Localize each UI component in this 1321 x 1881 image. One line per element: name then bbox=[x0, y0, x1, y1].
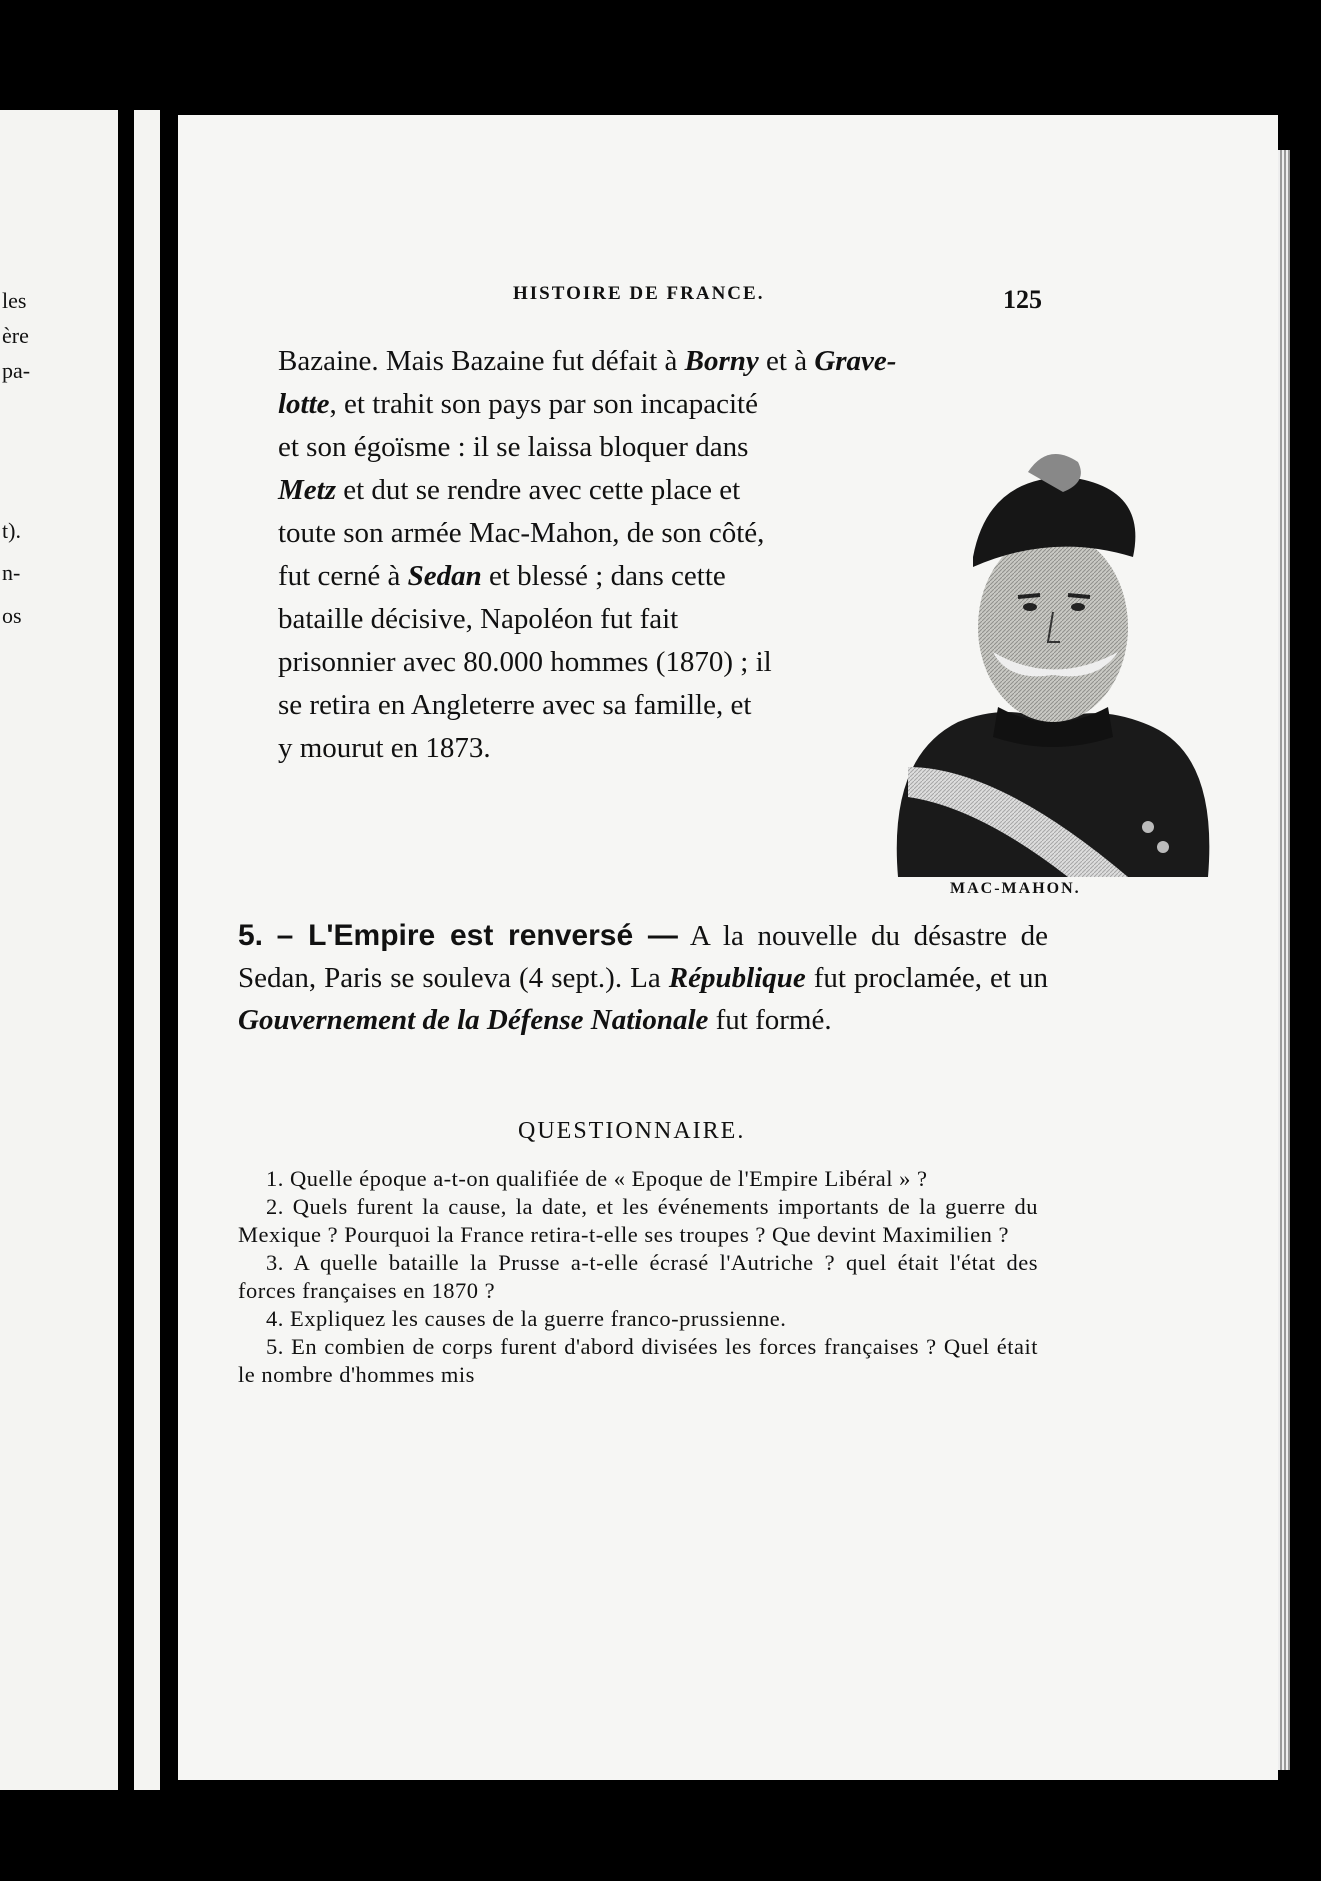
questionnaire-title: QUESTIONNAIRE. bbox=[518, 1118, 746, 1144]
question-item: 4. Expliquez les causes de la guerre franco-prussienne. bbox=[266, 1306, 787, 1331]
text-run: et à bbox=[758, 345, 815, 377]
portrait-caption: MAC-MAHON. bbox=[950, 880, 1081, 897]
place-sedan: Sedan bbox=[407, 560, 482, 592]
place-gravelotte: Grave- bbox=[814, 345, 897, 377]
question-item: 5. En combien de corps furent d'abord divisées les forces françaises ? Quel était le nombre d'hommes mis bbox=[238, 1334, 1038, 1387]
place-gravelotte-end: lotte bbox=[278, 388, 330, 420]
question-item: 3. A quelle bataille la Prusse a-t-elle écrasé l'Autriche ? quel était l'état des forces françaises en 1870 ? bbox=[238, 1250, 1038, 1303]
question-item: 2. Quels furent la cause, la date, et les événements importants de la guerre du Mexique ? Pourquoi la France retira-t-elle ses troupes ? Que devint Maximilien ? bbox=[238, 1194, 1038, 1247]
facing-page-fragment: pa- bbox=[2, 358, 31, 383]
place-borny: Borny bbox=[684, 345, 759, 377]
portrait-engraving bbox=[878, 437, 1228, 877]
section-title: – L'Empire est renversé — bbox=[276, 919, 678, 952]
text-run: et blessé ; dans cette bataille décisive, Napoléon fut fait prisonnier avec 80.000 hommes (1870) ; il se retira en Angleterre avec sa famille, et y mourut en 1873. bbox=[278, 560, 772, 764]
facing-page-fragment: ère bbox=[2, 323, 29, 348]
text-run: A la nouvelle du désastre de Sedan, Paris se souleva (4 sept.). La bbox=[238, 920, 1048, 994]
text-run: et dut se rendre avec cette place et toute son armée Mac-Mahon, de son côté, fut cerné à bbox=[278, 474, 765, 592]
facing-page-fragment: t). bbox=[2, 518, 21, 543]
text-run: fut proclamée, et un bbox=[805, 962, 1048, 994]
text-run: fut formé. bbox=[708, 1004, 832, 1036]
facing-page bbox=[0, 110, 160, 1790]
section-5 bbox=[238, 915, 1048, 1041]
text-run: , et trahit son pays par son incapacité et son égoïsme : il se laissa bloquer dans bbox=[278, 388, 758, 463]
running-title: HISTOIRE DE FRANCE. bbox=[513, 283, 765, 304]
facing-page-fragment: os bbox=[2, 603, 22, 628]
question-item: 1. Quelle époque a-t-on qualifiée de « Epoque de l'Empire Libéral » ? bbox=[266, 1166, 928, 1191]
section-number: 5. bbox=[238, 919, 264, 952]
facing-page-fragment: les bbox=[2, 288, 27, 313]
facing-page-fragment: n- bbox=[2, 560, 21, 585]
book-page bbox=[178, 115, 1278, 1780]
page-number: 125 bbox=[1003, 285, 1042, 314]
term-gouvernement: Gouvernement de la Défense Nationale bbox=[238, 1004, 709, 1036]
book-spine bbox=[118, 110, 134, 1790]
place-metz: Metz bbox=[278, 474, 336, 506]
text-run: Bazaine. Mais Bazaine fut défait à bbox=[278, 345, 685, 377]
term-republique: République bbox=[668, 962, 806, 994]
first-line bbox=[278, 340, 1058, 383]
questionnaire-list bbox=[238, 1165, 1038, 1389]
body-paragraph bbox=[278, 383, 773, 770]
